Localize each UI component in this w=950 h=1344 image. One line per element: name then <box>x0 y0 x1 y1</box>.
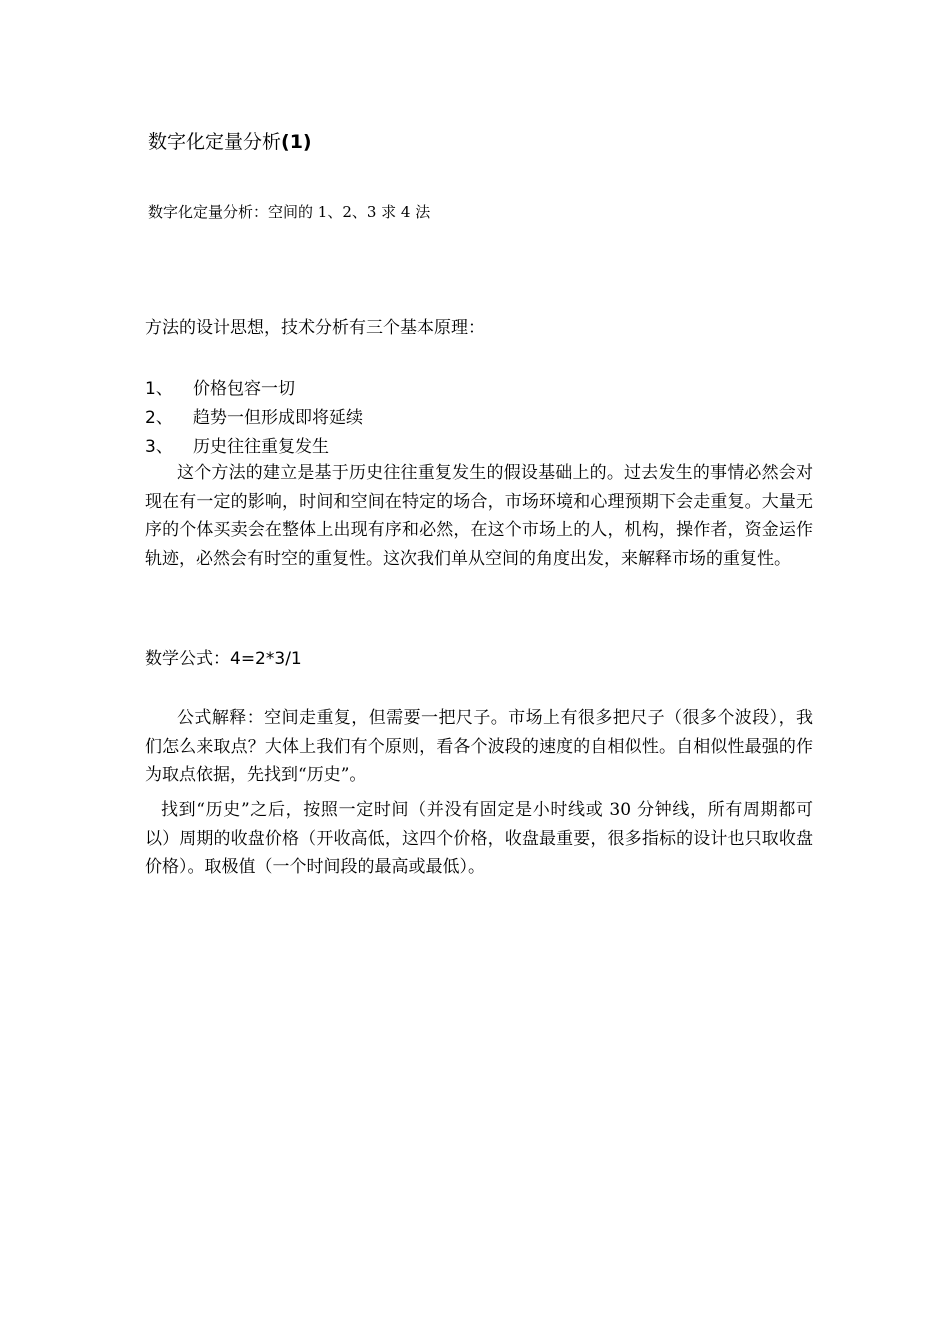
paragraph-formula-explanation: 公式解释：空间走重复，但需要一把尺子。市场上有很多把尺子（很多个波段），我们怎么来取点？大体上我们有个原则，看各个波段的速度的自相似性。自相似性最强的作为取点依据，先找到“历史”。 <box>145 708 813 786</box>
title-number: (1) <box>281 131 312 153</box>
principle-index: 2、 <box>145 408 173 428</box>
principle-text: 趋势一但形成即将延续 <box>193 408 363 428</box>
document-subtitle: 数字化定量分析：空间的 1、2、3 求 4 法 <box>148 203 431 221</box>
formula-label: 数学公式： <box>145 649 230 669</box>
paragraph-basis: 这个方法的建立是基于历史往往重复发生的假设基础上的。过去发生的事情必然会对现在有一定的影响，时间和空间在特定的场合，市场环境和心理预期下会走重复。大量无序的个体买卖会在整体上出现有序和必然，在这个市场上的人，机构，操作者，资金运作轨迹，必然会有时空的重复性。这次我们单从空间的角度出发，来解释市场的重复性。 <box>145 463 813 569</box>
principle-item <box>145 404 363 433</box>
principles-list <box>145 375 363 462</box>
principle-text: 历史往往重复发生 <box>193 437 329 457</box>
intro-line: 方法的设计思想，技术分析有三个基本原理： <box>145 318 485 338</box>
principle-index: 3、 <box>145 437 173 457</box>
paragraph-find-history: 找到“历史”之后，按照一定时间（并没有固定是小时线或 30 分钟线，所有周期都可以）周期的收盘价格（开收高低，这四个价格，收盘最重要，很多指标的设计也只取收盘价格）。取极值（一个时间段的最高或最低）。 <box>145 800 813 878</box>
document-title <box>148 128 312 156</box>
formula-value: 4=2*3/1 <box>230 649 302 669</box>
title-text: 数字化定量分析 <box>148 131 282 153</box>
principle-item <box>145 433 363 462</box>
principle-index: 1、 <box>145 379 173 399</box>
principle-text: 价格包容一切 <box>193 379 295 399</box>
formula-line <box>145 646 302 672</box>
principle-item <box>145 375 363 404</box>
